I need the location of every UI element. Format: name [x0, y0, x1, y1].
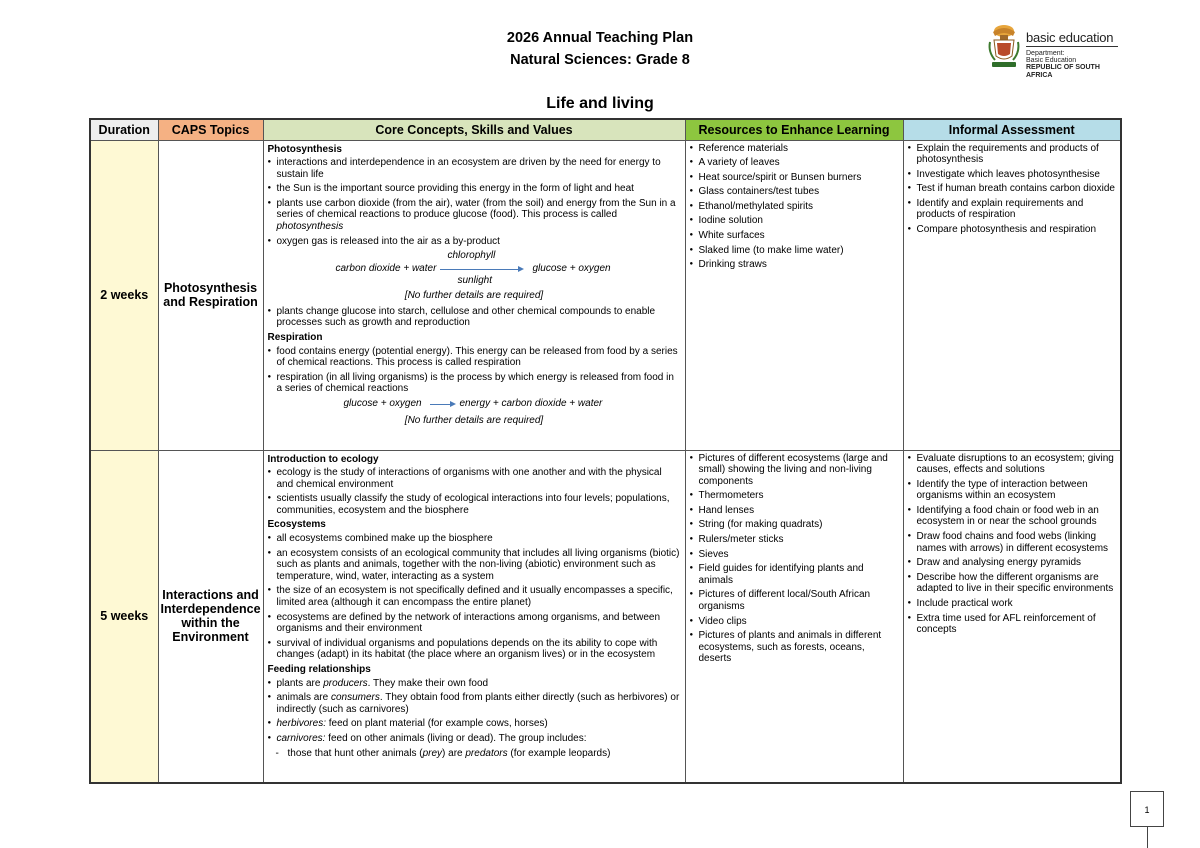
list-item: ● White surfaces: [690, 230, 899, 242]
list-item: ● Evaluate disruptions to an ecosystem; giving causes, effects and solutions: [908, 453, 1117, 476]
list-item: ● Identify and explain requirements and products of respiration: [908, 198, 1117, 221]
list-item: ● Slaked lime (to make lime water): [690, 245, 899, 257]
logo-line-1: Department:: [1026, 50, 1065, 57]
list-item: ● respiration (in all living organisms) is the process by which energy is released from food in a series of chemical reactions: [268, 372, 681, 395]
text: those that hunt other animals (: [287, 747, 423, 759]
header-duration: Duration: [90, 119, 158, 140]
header-resources: Resources to Enhance Learning: [685, 119, 903, 140]
note: [No further details are required]: [404, 415, 544, 426]
list-item: ● String (for making quadrats): [690, 519, 899, 531]
table-header-row: [90, 119, 1121, 140]
list-item: ● Identify the type of interaction between organisms within an ecosystem: [908, 479, 1117, 502]
bullet-list: [268, 306, 681, 329]
respiration-equation: [268, 398, 681, 412]
list-item: ● ecology is the study of interactions of organisms with one another and with the physical and chemical environment: [268, 467, 681, 490]
subheading: Respiration: [267, 332, 323, 344]
duration-cell: 5 weeks: [90, 450, 158, 783]
logo-line-2: Basic Education: [1026, 57, 1077, 64]
list-item: ● Sieves: [690, 549, 899, 561]
list-item: ● Identifying a food chain or food web in an ecosystem in or near the school grounds: [908, 505, 1117, 528]
list-item: [268, 718, 681, 730]
list-item: ● Field guides for identifying plants and animals: [690, 563, 899, 586]
list-item: ● oxygen gas is released into the air as a by-product: [268, 236, 681, 248]
list-item: ● Draw and analysing energy pyramids: [908, 557, 1117, 569]
plan-subtitle: Natural Sciences: Grade 8: [510, 52, 690, 68]
bullet-list: [908, 143, 1117, 236]
list-item: ● Ethanol/methylated spirits: [690, 201, 899, 213]
list-item: ● scientists usually classify the study of ecological interactions into four levels; populations, communities, ecosystem and the biosphere: [268, 493, 681, 516]
photosynthesis-equation: [268, 250, 681, 288]
list-item: ● Test if human breath contains carbon dioxide: [908, 183, 1117, 195]
caps-topic-cell: Photosynthesis and Respiration: [158, 140, 263, 450]
list-item: ● food contains energy (potential energy). This energy can be released from food by a series of chemical reactions. This process is called respiration: [268, 346, 681, 369]
bullet-list: [268, 157, 681, 247]
text: animals are: [276, 692, 331, 704]
list-item: ● Pictures of different ecosystems (large and small) showing the living and non-living components: [690, 453, 899, 488]
list-item: ● plants change glucose into starch, cellulose and other chemical compounds to enable processes such as growth and reproduction: [268, 306, 681, 329]
list-item: ● Include practical work: [908, 598, 1117, 610]
list-item: ● Describe how the different organisms are adapted to live in their specific environments: [908, 572, 1117, 595]
dbe-logo: [986, 22, 1121, 79]
list-item: ● all ecosystems combined make up the biosphere: [268, 533, 681, 545]
list-item: ● the Sun is the important source providing this energy in the form of light and heat: [268, 183, 681, 195]
bullet-list: [690, 453, 899, 666]
list-item: ● the size of an ecosystem is not specifically defined and it usually encompasses a specific, limited area (although it can encompass the entire planet): [268, 585, 681, 608]
section-title: Life and living: [546, 95, 654, 112]
list-item: [268, 678, 681, 690]
core-concepts-cell: [263, 140, 685, 450]
term: producers: [323, 677, 368, 689]
equation-below: sunlight: [457, 275, 492, 287]
coat-of-arms-icon: [986, 22, 1022, 70]
term: predators: [465, 747, 508, 759]
term: carnivores:: [276, 732, 326, 744]
page-number-line: [1147, 827, 1148, 848]
bullet-list: [268, 346, 681, 395]
list-item: ● A variety of leaves: [690, 157, 899, 169]
list-item: ● interactions and interdependence in an ecosystem are driven by the need for energy to sustain life: [268, 157, 681, 180]
text: plants are: [276, 677, 324, 689]
equation-left: carbon dioxide + water: [335, 263, 437, 275]
list-item: ● Reference materials: [690, 143, 899, 155]
term: herbivores:: [276, 718, 326, 730]
list-item: ● survival of individual organisms and populations depends on the its ability to cope with changes (adapt) in its habitat (the place where an organism lives) or in the ecosystem: [268, 638, 681, 661]
text: . They make their own food: [367, 677, 489, 689]
text: (for example leopards): [507, 747, 611, 759]
assessment-cell: [903, 140, 1121, 450]
list-item: ● Extra time used for AFL reinforcement of concepts: [908, 613, 1117, 636]
term: photosynthesis: [276, 221, 344, 233]
list-item: ● Drinking straws: [690, 259, 899, 271]
core-concepts-cell: [263, 450, 685, 783]
arrow-icon: [430, 404, 452, 405]
resources-cell: [685, 140, 903, 450]
term: consumers: [330, 692, 380, 704]
sub-list-item: [268, 748, 681, 760]
subheading: Feeding relationships: [267, 664, 371, 675]
text: feed on other animals (living or dead). The group includes:: [325, 732, 587, 744]
list-item: ● Pictures of plants and animals in different ecosystems, such as forests, oceans, deserts: [690, 630, 899, 665]
page-number: 1: [1130, 791, 1164, 827]
assessment-cell: [903, 450, 1121, 783]
bullet-list: [690, 143, 899, 271]
list-item: ● Hand lenses: [690, 505, 899, 517]
list-item: ● Iodine solution: [690, 215, 899, 227]
equation-left: glucose + oxygen: [343, 398, 422, 409]
list-item: ● Glass containers/test tubes: [690, 186, 899, 198]
plan-title: 2026 Annual Teaching Plan: [506, 30, 694, 46]
list-item: ● Heat source/spirit or Bunsen burners: [690, 172, 899, 184]
list-item: [268, 733, 681, 745]
list-item: ● Compare photosynthesis and respiration: [908, 224, 1117, 236]
bullet-list: [268, 467, 681, 516]
list-item: ● Thermometers: [690, 490, 899, 502]
logo-divider: [1026, 46, 1118, 47]
text: feed on plant material (for example cows, horses): [325, 718, 548, 730]
resources-cell: [685, 450, 903, 783]
list-item: [268, 692, 681, 715]
list-item: [268, 198, 681, 233]
list-item: ● ecosystems are defined by the network of interactions among organisms, and between organisms and their environment: [268, 612, 681, 635]
note: [No further details are required]: [404, 290, 544, 302]
header-informal-assessment: Informal Assessment: [903, 119, 1121, 140]
list-item: ● Explain the requirements and products of photosynthesis: [908, 143, 1117, 166]
text: . They obtain food from plants either directly (such as herbivores) or indirectly (such as carnivores): [276, 692, 680, 715]
header-caps-topics: CAPS Topics: [158, 119, 263, 140]
logo-brand: basic education: [1026, 30, 1114, 45]
caps-topic-cell: Interactions and Interdependence within the Environment: [158, 450, 263, 783]
bullet-list: [268, 533, 681, 661]
header-core-concepts: Core Concepts, Skills and Values: [263, 119, 685, 140]
arrow-icon: [440, 269, 520, 270]
equation-above: chlorophyll: [447, 250, 496, 262]
bullet-list: [908, 453, 1117, 636]
list-item: ● Pictures of different local/South African organisms: [690, 589, 899, 612]
table-row: [90, 450, 1121, 783]
list-item: ● an ecosystem consists of an ecological community that includes all living organisms (biotic) such as plants and animals, together with the non-living (abiotic) environment such as temperature, wind, water, interacting as a system: [268, 548, 681, 583]
list-item: ● Rulers/meter sticks: [690, 534, 899, 546]
equation-right: energy + carbon dioxide + water: [459, 398, 603, 409]
teaching-plan-table: [89, 118, 1122, 784]
subheading: Introduction to ecology: [267, 453, 379, 465]
list-item: ● Draw food chains and food webs (linking names with arrows) in different ecosystems: [908, 531, 1117, 554]
list-item: ● Video clips: [690, 616, 899, 628]
logo-line-3: REPUBLIC OF SOUTH AFRICA: [1026, 64, 1100, 79]
subheading: Photosynthesis: [267, 143, 342, 155]
duration-cell: 2 weeks: [90, 140, 158, 450]
table-row: [90, 140, 1121, 450]
text: ) are: [442, 747, 466, 759]
list-item-text: plants use carbon dioxide (from the air), water (from the soil) and energy from the Sun in a series of chemical reactions to produce glucose (food). This process is called: [276, 197, 676, 221]
term: prey: [422, 747, 443, 759]
list-item: ● Investigate which leaves photosynthesise: [908, 169, 1117, 181]
bullet-list: [268, 678, 681, 745]
equation-right: glucose + oxygen: [532, 263, 611, 275]
subheading: Ecosystems: [267, 519, 326, 531]
